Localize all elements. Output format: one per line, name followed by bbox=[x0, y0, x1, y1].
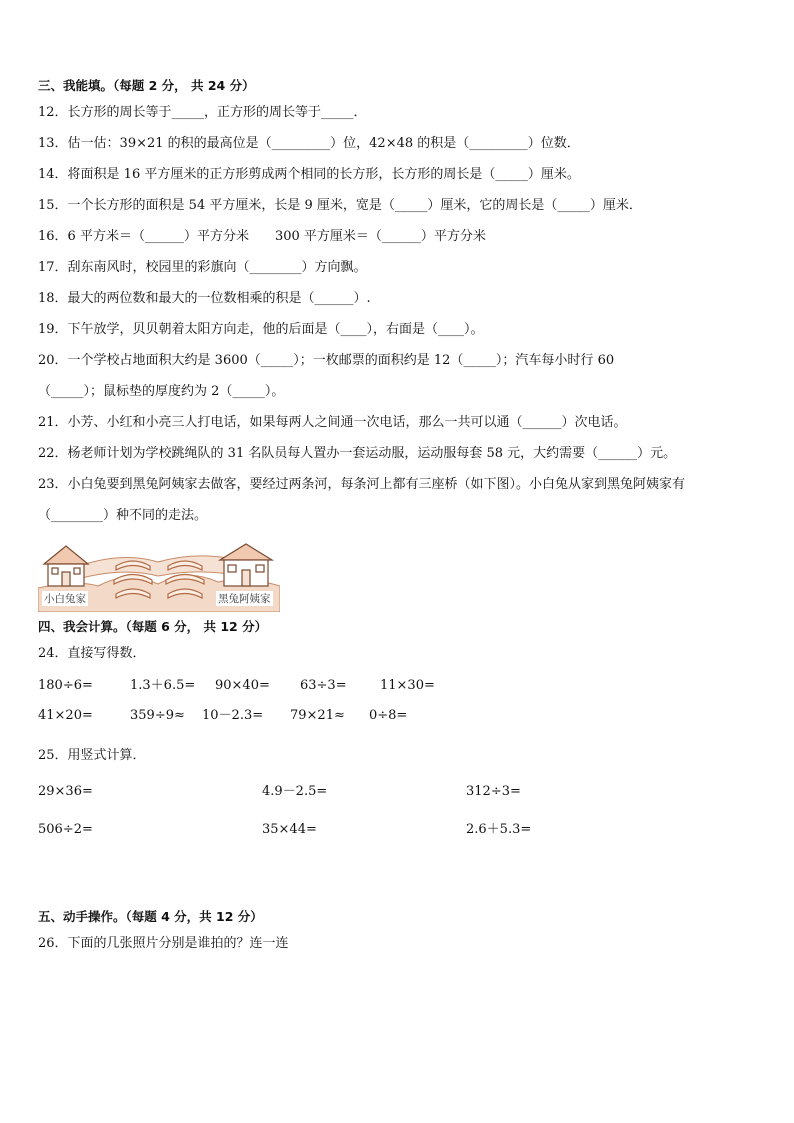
vertical-calc-item: 2.6＋5.3= bbox=[466, 822, 532, 837]
question-12: 12．长方形的周长等于_____，正方形的周长等于_____． bbox=[38, 105, 367, 120]
section-five-heading: 五、动手操作。（每题 4 分，共 12 分） bbox=[38, 909, 263, 924]
vertical-calc-item: 4.9－2.5= bbox=[262, 784, 328, 799]
vertical-calc-item: 506÷2= bbox=[38, 822, 93, 837]
mental-math-item: 1.3＋6.5= bbox=[130, 678, 196, 693]
mental-math-item: 10－2.3= bbox=[202, 708, 264, 723]
vertical-calc-item: 35×44= bbox=[262, 822, 317, 837]
question-26: 26．下面的几张照片分别是谁拍的？连一连 bbox=[38, 936, 289, 951]
question-22: 22．杨老师计划为学校跳绳队的 31 名队员每人置办一套运动服，运动服每套 58 元，大约需要（______）元。 bbox=[38, 446, 677, 461]
white-rabbit-house-icon bbox=[44, 546, 88, 586]
question-23-line2: （________）种不同的走法。 bbox=[38, 508, 208, 523]
section-three-heading: 三、我能填。（每题 2 分， 共 24 分） bbox=[38, 78, 255, 93]
black-rabbit-house-caption: 黑兔阿姨家 bbox=[218, 593, 271, 605]
question-20-line1: 20．一个学校占地面积大约是 3600（_____）；一枚邮票的面积约是 12（_____）；汽车每小时行 60 bbox=[38, 353, 615, 368]
section-four-heading: 四、我会计算。（每题 6 分， 共 12 分） bbox=[38, 619, 268, 634]
mental-math-item: 359÷9≈ bbox=[130, 708, 185, 723]
question-13: 13．估一估：39×21 的积的最高位是（_________）位，42×48 的积是（_________）位数． bbox=[38, 136, 580, 151]
white-rabbit-house-caption: 小白兔家 bbox=[44, 593, 86, 605]
question-15: 15．一个长方形的面积是 54 平方厘米，长是 9 厘米，宽是（_____）厘米，它的周长是（_____）厘米． bbox=[38, 198, 642, 213]
vertical-calc-item: 29×36= bbox=[38, 784, 93, 799]
question-16: 16．6 平方米＝（______）平方分米 300 平方厘米＝（______）平方分米 bbox=[38, 229, 486, 244]
question-20-line2: （_____）；鼠标垫的厚度约为 2（_____）。 bbox=[38, 384, 285, 399]
question-25: 25．用竖式计算． bbox=[38, 748, 146, 763]
mental-math-item: 90×40= bbox=[215, 678, 270, 693]
question-24: 24．直接写得数． bbox=[38, 646, 146, 661]
mental-math-item: 41×20= bbox=[38, 708, 93, 723]
question-21: 21．小芳、小红和小亮三人打电话，如果每两人之间通一次电话，那么一共可以通（______）次电话。 bbox=[38, 415, 627, 430]
black-rabbit-aunt-house-icon bbox=[220, 544, 272, 586]
mental-math-item: 79×21≈ bbox=[290, 708, 345, 723]
mental-math-item: 180÷6= bbox=[38, 678, 93, 693]
mental-math-item: 63÷3= bbox=[300, 678, 347, 693]
question-14: 14．将面积是 16 平方厘米的正方形剪成两个相同的长方形，长方形的周长是（_____）厘米。 bbox=[38, 167, 580, 182]
vertical-calc-item: 312÷3= bbox=[466, 784, 521, 799]
mental-math-item: 0÷8= bbox=[369, 708, 408, 723]
question-18: 18．最大的两位数和最大的一位数相乘的积是（______）. bbox=[38, 291, 371, 306]
bridges-figure bbox=[38, 540, 280, 612]
mental-math-item: 11×30= bbox=[380, 678, 435, 693]
question-17: 17．刮东南风时，校园里的彩旗向（________）方向飘。 bbox=[38, 260, 367, 275]
question-19: 19．下午放学，贝贝朝着太阳方向走，他的后面是（____），右面是（____）。 bbox=[38, 322, 484, 337]
question-23-line1: 23．小白兔要到黑兔阿姨家去做客，要经过两条河，每条河上都有三座桥（如下图）。小白兔从家到黑兔阿姨家有 bbox=[38, 477, 686, 492]
